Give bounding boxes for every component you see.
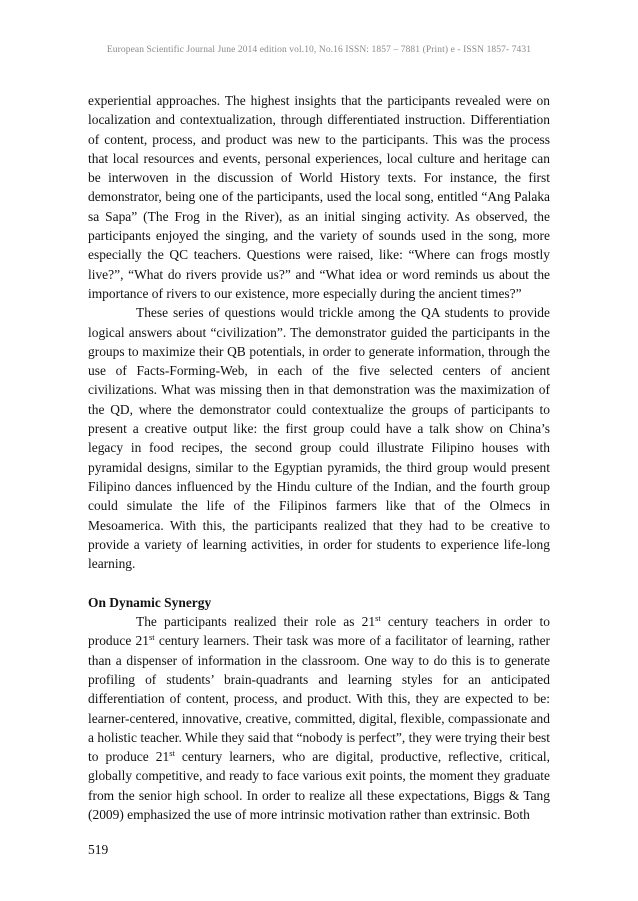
text-segment: century learners. Their task was more of a facilitator of learning, rather than a dispenser of information in the classroom. One way to do this is to generate profiling of students’ brain-quadrants and learning styles for an anticipated differentiation of content, process, and product. With this, they are expected to be: learner-centered, innovative, creative, committed, digital, flexible, compassionate and a holistic teacher. While they said that “nobody is perfect”, they were trying their best to produce 21 — [88, 633, 551, 765]
paragraph-dynamic-synergy — [88, 612, 550, 824]
ordinal-superscript: st — [148, 632, 155, 643]
section-heading: On Dynamic Synergy — [88, 594, 212, 610]
text-segment: century learners, who are digital, productive, reflective, critical, globally competitive, and ready to face various exit points, the moment they graduate from the senior high school. In order to realize all these expectations, Biggs & Tang (2009) emphasized the use of more intrinsic motivation rather than extrinsic. Both — [88, 749, 550, 822]
body-text — [88, 91, 550, 824]
ordinal-superscript: st — [169, 748, 175, 759]
paragraph-continuation: experiential approaches. The highest insights that the participants revealed were on localization and contextualization, through differentiated instruction. Differentiation of content, process, and product was new to the participants. This was the process that local resources and events, personal experiences, local culture and heritage can be interwoven in the discussion of World History texts. For instance, the first demonstrator, being one of the participants, used the local song, entitled “Ang Palaka sa Sapa” (The Frog in the River), as an initial singing activity. As observed, the participants enjoyed the singing, and the variety of sounds used in the song, more especially the QC teachers. Questions were raised, like: “Where can frogs mostly live?”, “What do rivers provide us?” and “What idea or word reminds us about the importance of rivers to our existence, more especially during the ancient times?” — [88, 93, 550, 301]
running-header: European Scientific Journal June 2014 edition vol.10, No.16 ISSN: 1857 – 7881 (Print) e - ISSN 1857- 7431 — [106, 45, 532, 55]
text-segment: century teachers in order to produce 21 — [88, 614, 551, 649]
paragraph-civilization-questions: These series of questions would trickle among the QA students to provide logical answers about “civilization”. The demonstrator guided the participants in the groups to maximize their QB potentials, in order to generate information, through the use of Facts-Forming-Web, in each of the five selected centers of ancient civilizations. What was missing then in that demonstration was the maximization of the QD, where the demonstrator could contextualize the groups of participants to present a creative output like: the first group could have a talk show on China’s legacy in food recipes, the second group could illustrate Filipino houses with pyramidal designs, similar to the Egyptian pyramids, the third group would present Filipino dances influenced by the Hindu culture of the Indian, and the fourth group could simulate the life of the Filipinos farmers like that of the Olmecs in Mesoamerica. With this, the participants realized that they had to be creative to provide a variety of learning activities, in order for students to experience life-long learning. — [88, 305, 550, 572]
page-number: 519 — [88, 842, 109, 857]
text-segment: The participants realized their role as 21 — [136, 614, 376, 630]
ordinal-superscript: st — [375, 613, 381, 624]
